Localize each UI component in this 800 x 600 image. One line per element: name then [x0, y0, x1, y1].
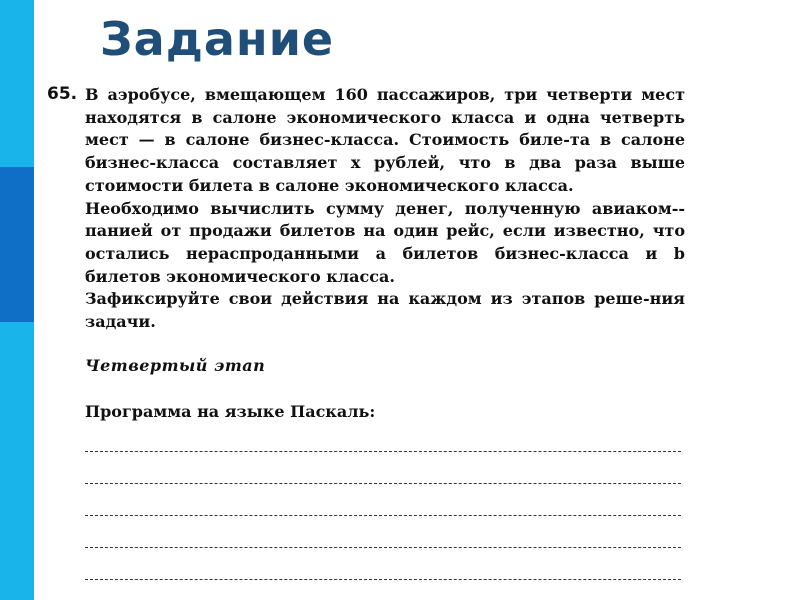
- task-number: 65.: [47, 84, 78, 104]
- answer-line-3[interactable]: [85, 515, 681, 516]
- answer-line-2[interactable]: [85, 483, 681, 484]
- answer-line-4[interactable]: [85, 547, 681, 548]
- task-paragraph-3: Зафиксируйте свои действия на каждом из этапов реше-ния задачи.: [85, 289, 685, 332]
- answer-line-5[interactable]: [85, 579, 681, 580]
- task-paragraph-2: Необходимо вычислить сумму денег, полученную авиаком-панией от продажи билетов на один рейс, если известно, что остались нераспроданными a билетов бизнес-класса и b билетов экономического класса.: [85, 198, 685, 286]
- answer-line-1[interactable]: [85, 451, 681, 452]
- task-paragraph-1: В аэробусе, вмещающем 160 пассажиров, три четверти мест находятся в салоне экономического класса и одна четверть мест — в салоне бизнес-класса. Стоимость биле-та в салоне бизнес-класса составляет x рублей, что в два раза выше стоимости билета в салоне экономического класса.: [85, 85, 685, 195]
- stage-label: Четвертый этап: [85, 356, 266, 375]
- page-title: Задание: [100, 12, 335, 66]
- sidebar-accent-block: [0, 167, 34, 322]
- task-text: [85, 84, 685, 334]
- program-label: Программа на языке Паскаль:: [85, 402, 376, 421]
